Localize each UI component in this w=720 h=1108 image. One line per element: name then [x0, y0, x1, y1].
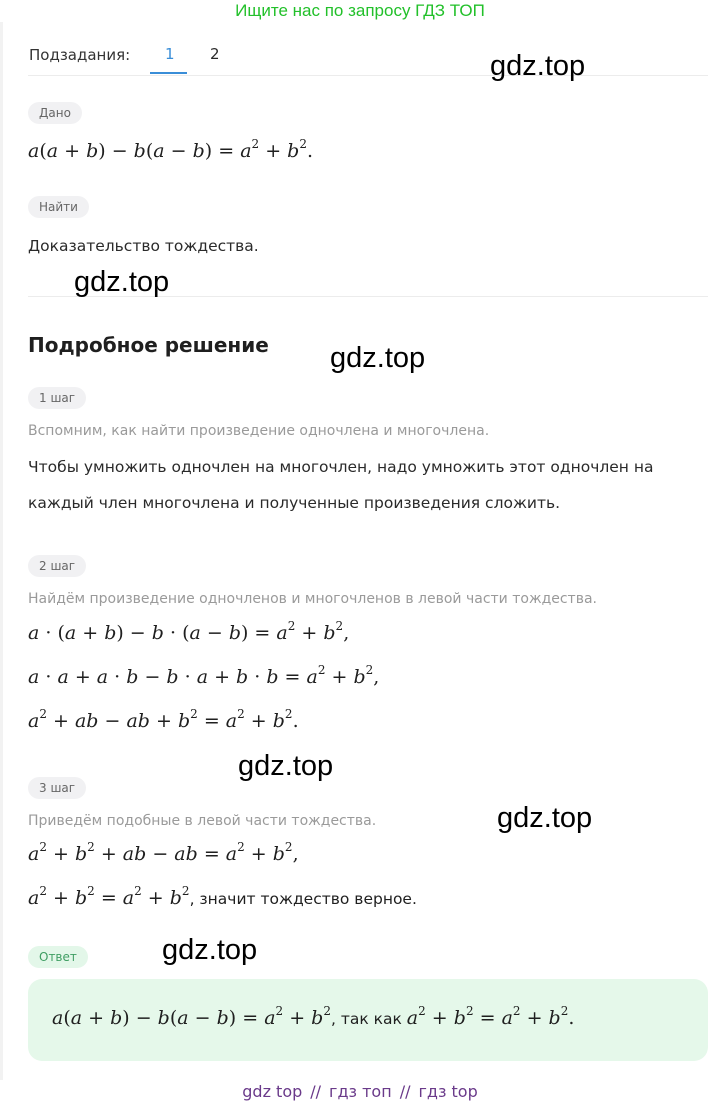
- watermark: gdz.top: [162, 934, 258, 966]
- watermark: gdz.top: [74, 266, 170, 298]
- footer-link-gdz-top-ru[interactable]: гдз топ: [329, 1082, 392, 1101]
- footer-link-gdz-top[interactable]: gdz top: [242, 1082, 303, 1101]
- footer-separator: //: [399, 1082, 411, 1101]
- step-3-badge: 3 шаг: [28, 777, 86, 799]
- step-2-formula-2: $a \cdot a + a \cdot b - b \cdot a + b \cdot b = a^2 + b^2$,: [28, 663, 380, 688]
- step-2-formula-3: $a^2$ + ab − ab + $b^2 = a^2 + b^2$.: [28, 707, 299, 732]
- answer-connector: , так как: [330, 1010, 407, 1028]
- answer-formula: $a(a + b) - b(a - b) = a^2 + b^2$, так как $a^2 + b^2 = a^2 + b^2$.: [52, 1004, 575, 1029]
- subtask-tab-2[interactable]: 2: [210, 45, 220, 63]
- step-2-hint: Найдём произведение одночленов и многочленов в левой части тождества.: [28, 591, 597, 607]
- watermark: gdz.top: [330, 342, 426, 374]
- watermark: gdz.top: [490, 50, 586, 82]
- find-text: Доказательство тождества.: [28, 237, 259, 255]
- step-1-rule-line-1: Чтобы умножить одночлен на многочлен, надо умножить этот одночлен на: [28, 458, 654, 476]
- step-1-hint: Вспомним, как найти произведение одночлена и многочлена.: [28, 423, 490, 439]
- step-3-formula-1: $a^2 + b^2$ + ab − ab = $a^2 + b^2$,: [28, 840, 299, 865]
- step-2-badge: 2 шаг: [28, 555, 86, 577]
- answer-badge: Ответ: [28, 946, 88, 968]
- given-badge: Дано: [28, 102, 82, 124]
- step-2-formula-1: $a \cdot (a + b) - b \cdot (a - b) = a^2 + b^2$,: [28, 619, 350, 644]
- active-tab-indicator: [150, 72, 187, 74]
- subtasks-label: Подзадания:: [29, 46, 131, 64]
- watermark: gdz.top: [238, 750, 334, 782]
- step-3-conclusion: , значит тождество верное.: [189, 890, 417, 908]
- footer-links: [0, 1082, 720, 1101]
- step-1-badge: 1 шаг: [28, 387, 86, 409]
- answer-box: [28, 979, 708, 1061]
- footer-link-gdz-top-mixed[interactable]: гдз top: [418, 1082, 478, 1101]
- promo-banner[interactable]: Ищите нас по запросу ГДЗ ТОП: [235, 1, 485, 20]
- find-badge: Найти: [28, 196, 89, 218]
- footer-separator: //: [310, 1082, 322, 1101]
- step-1-rule-line-2: каждый член многочлена и полученные произведения сложить.: [28, 494, 561, 512]
- step-3-hint: Приведём подобные в левой части тождества.: [28, 813, 377, 829]
- solution-title: Подробное решение: [28, 333, 269, 357]
- left-border: [0, 22, 3, 1080]
- subtask-tab-1[interactable]: 1: [165, 45, 175, 63]
- subtasks-divider: [28, 75, 708, 76]
- given-formula: $a(a + b) - b(a - b) = a^2 + b^2$.: [28, 137, 314, 162]
- step-3-formula-2: $a^2 + b^2 = a^2 + b^2$, значит тождество верное.: [28, 884, 417, 909]
- watermark: gdz.top: [497, 802, 593, 834]
